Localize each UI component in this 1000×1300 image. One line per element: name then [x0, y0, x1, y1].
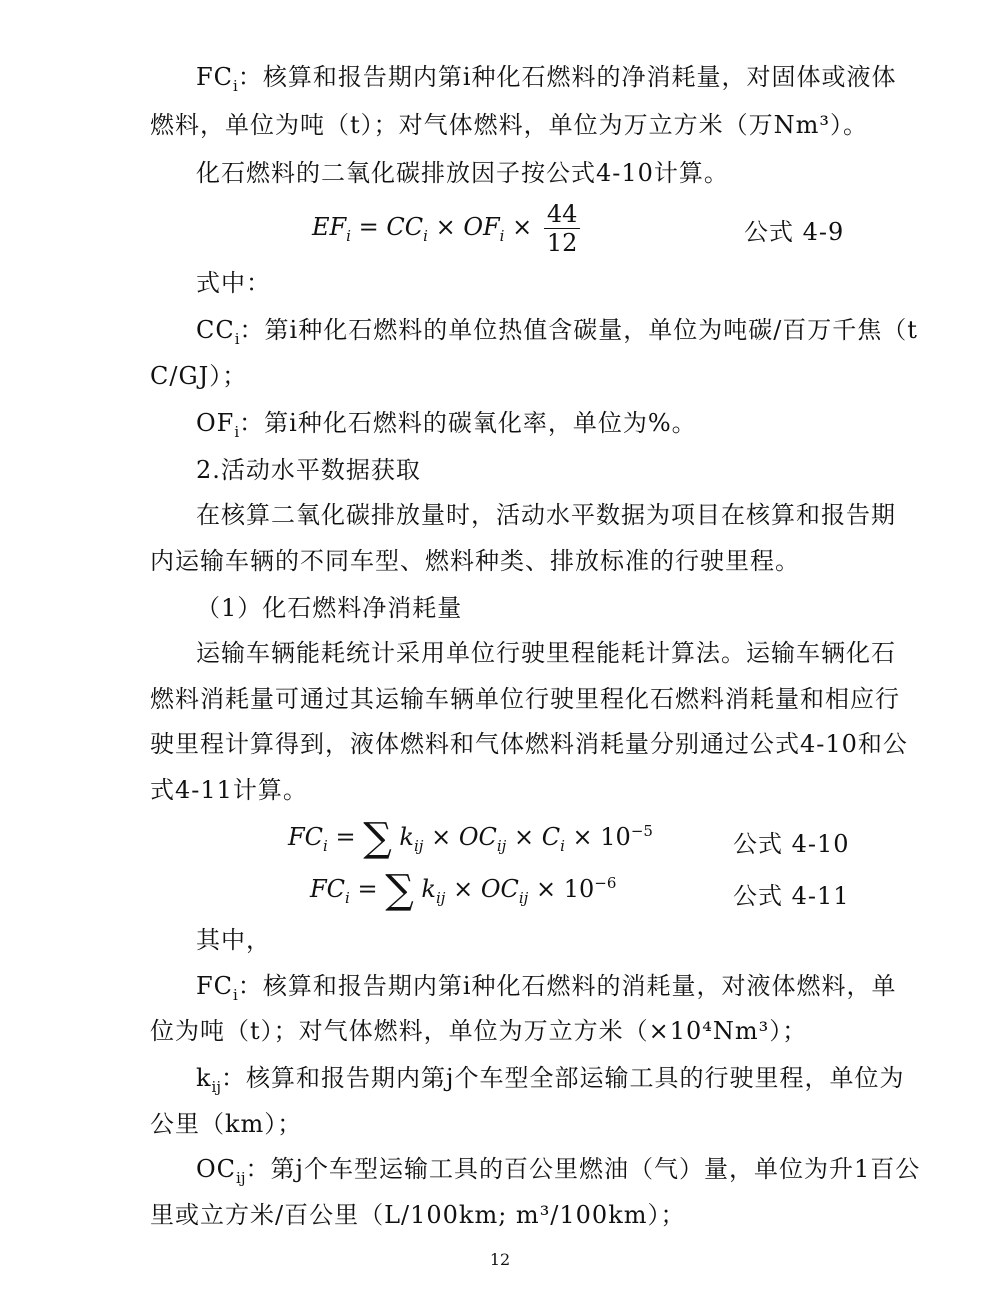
text-line: 燃料，单位为吨（t）；对气体燃料，单位为万立方米（万Nm³）。 [150, 111, 869, 139]
equation-4-11: $FC_i$ = ∑ $k_{ij} \times OC_{ij} \times 10^{-6}$ [310, 867, 617, 913]
text-line: 驶里程计算得到，液体燃料和气体燃料消耗量分别通过公式4-10和公 [150, 730, 908, 758]
text-line: $FC_i$：核算和报告期内第i种化石燃料的消耗量，对液体燃料，单 [196, 972, 897, 1004]
text-line: 燃料消耗量可通过其运输车辆单位行驶里程化石燃料消耗量和相应行 [150, 685, 900, 713]
page-number: 12 [489, 1250, 511, 1269]
text-line: 式中： [196, 269, 271, 297]
text-line: $k_{ij}$：核算和报告期内第j个车型全部运输工具的行驶里程，单位为 [196, 1064, 905, 1096]
equation-label: 公式 4-9 [744, 218, 845, 246]
text-line: $OF_i$：第i种化石燃料的碳氧化率，单位为%。 [196, 409, 697, 441]
subsection-heading: （1）化石燃料净消耗量 [196, 594, 463, 622]
equation-label: 公式 4-10 [733, 830, 850, 858]
text-line: 在核算二氧化碳排放量时，活动水平数据为项目在核算和报告期 [196, 501, 896, 529]
text-line: 其中， [196, 926, 271, 954]
text-line: 公里（km）； [150, 1110, 303, 1138]
text-line: 里或立方米/百公里（L/100km; m³/100km）； [150, 1201, 686, 1229]
text-line: 化石燃料的二氧化碳排放因子按公式4-10计算。 [196, 159, 729, 187]
section-heading: 2.活动水平数据获取 [196, 456, 421, 484]
equation-label: 公式 4-11 [733, 882, 850, 910]
text-line: C/GJ）； [150, 362, 248, 390]
text-line: $OC_{ij}$：第j个车型运输工具的百公里燃油（气）量，单位为升1百公 [196, 1155, 921, 1187]
text-line: 式4-11计算。 [150, 776, 308, 804]
fraction: $\frac{44}{12}$ [544, 200, 581, 257]
text-line: $FC_i$：核算和报告期内第i种化石燃料的净消耗量，对固体或液体 [196, 63, 897, 95]
text-line: $CC_i$：第i种化石燃料的单位热值含碳量，单位为吨碳/百万千焦（t [196, 316, 918, 348]
text-line: 运输车辆能耗统计采用单位行驶里程能耗计算法。运输车辆化石 [196, 639, 896, 667]
text-line: 内运输车辆的不同车型、燃料种类、排放标准的行驶里程。 [150, 547, 800, 575]
text-line: 位为吨（t）；对气体燃料，单位为万立方米（×10⁴Nm³）； [150, 1017, 808, 1045]
equation-4-9: $EF_i = CC_i \times OF_i$ × $\frac{44}{12}$ [312, 200, 580, 257]
equation-4-10: $FC_i$ = ∑ $k_{ij} \times OC_{ij} \times C_i \times 10^{-5}$ [288, 815, 653, 861]
